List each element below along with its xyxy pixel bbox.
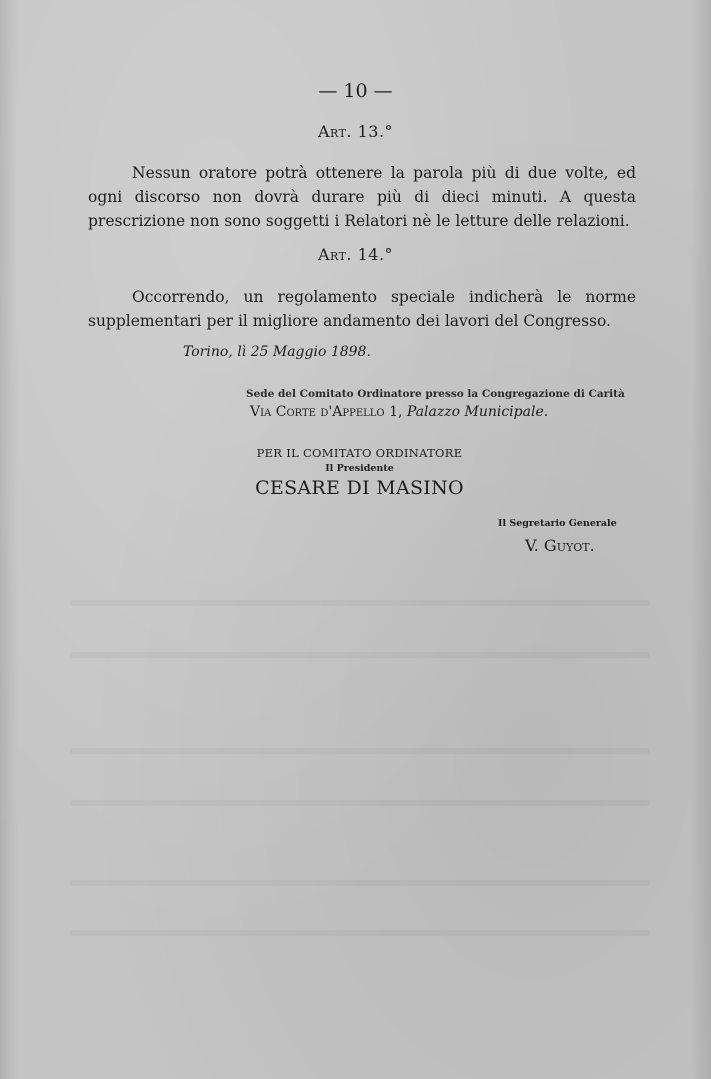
secretary-name-text: V. Guyot.: [525, 536, 595, 555]
page-number: — 10 —: [318, 80, 393, 102]
secretary-label: Il Segretario Generale: [498, 518, 617, 529]
article-heading-number: 14.°: [357, 245, 394, 264]
address-building: Palazzo Municipale.: [406, 404, 549, 420]
article-13-text: [88, 161, 636, 233]
address: [250, 404, 548, 420]
bleed-through: [70, 930, 650, 936]
bleed-through: [70, 748, 650, 754]
article-heading-number: 13.°: [357, 122, 394, 141]
bleed-through: [70, 880, 650, 886]
secretary-name: [525, 536, 595, 555]
article-paragraph: Occorrendo, un regolamento speciale indicherà le norme supplementari per il migliore andamento dei lavori del Congresso.: [88, 288, 636, 330]
committee-seat: Sede del Comitato Ordinatore presso la Congregazione di Carità: [246, 388, 625, 400]
article-paragraph: Nessun oratore potrà ottenere la parola più di due volte, ed ogni discorso non dovrà durare più di dieci minuti. A questa prescrizione non sono soggetti i Relatori nè le letture delle relazioni.: [88, 164, 636, 230]
article-14-text: [88, 285, 636, 333]
article-heading-prefix: Art.: [317, 245, 353, 264]
article-14-heading: [0, 245, 711, 264]
address-street: Via Corte d'Appello: [250, 404, 385, 420]
bleed-through: [70, 800, 650, 806]
bleed-through: [70, 652, 650, 658]
article-heading-prefix: Art.: [317, 122, 353, 141]
president-name: CESARE DI MASINO: [255, 477, 464, 499]
bleed-through: [70, 600, 650, 606]
president-label: Il Presidente: [325, 463, 394, 474]
address-number: 1,: [389, 404, 403, 420]
committee-heading: PER IL COMITATO ORDINATORE: [256, 446, 463, 460]
article-13-heading: [0, 122, 711, 141]
dateline: Torino, lì 25 Maggio 1898.: [183, 344, 371, 360]
